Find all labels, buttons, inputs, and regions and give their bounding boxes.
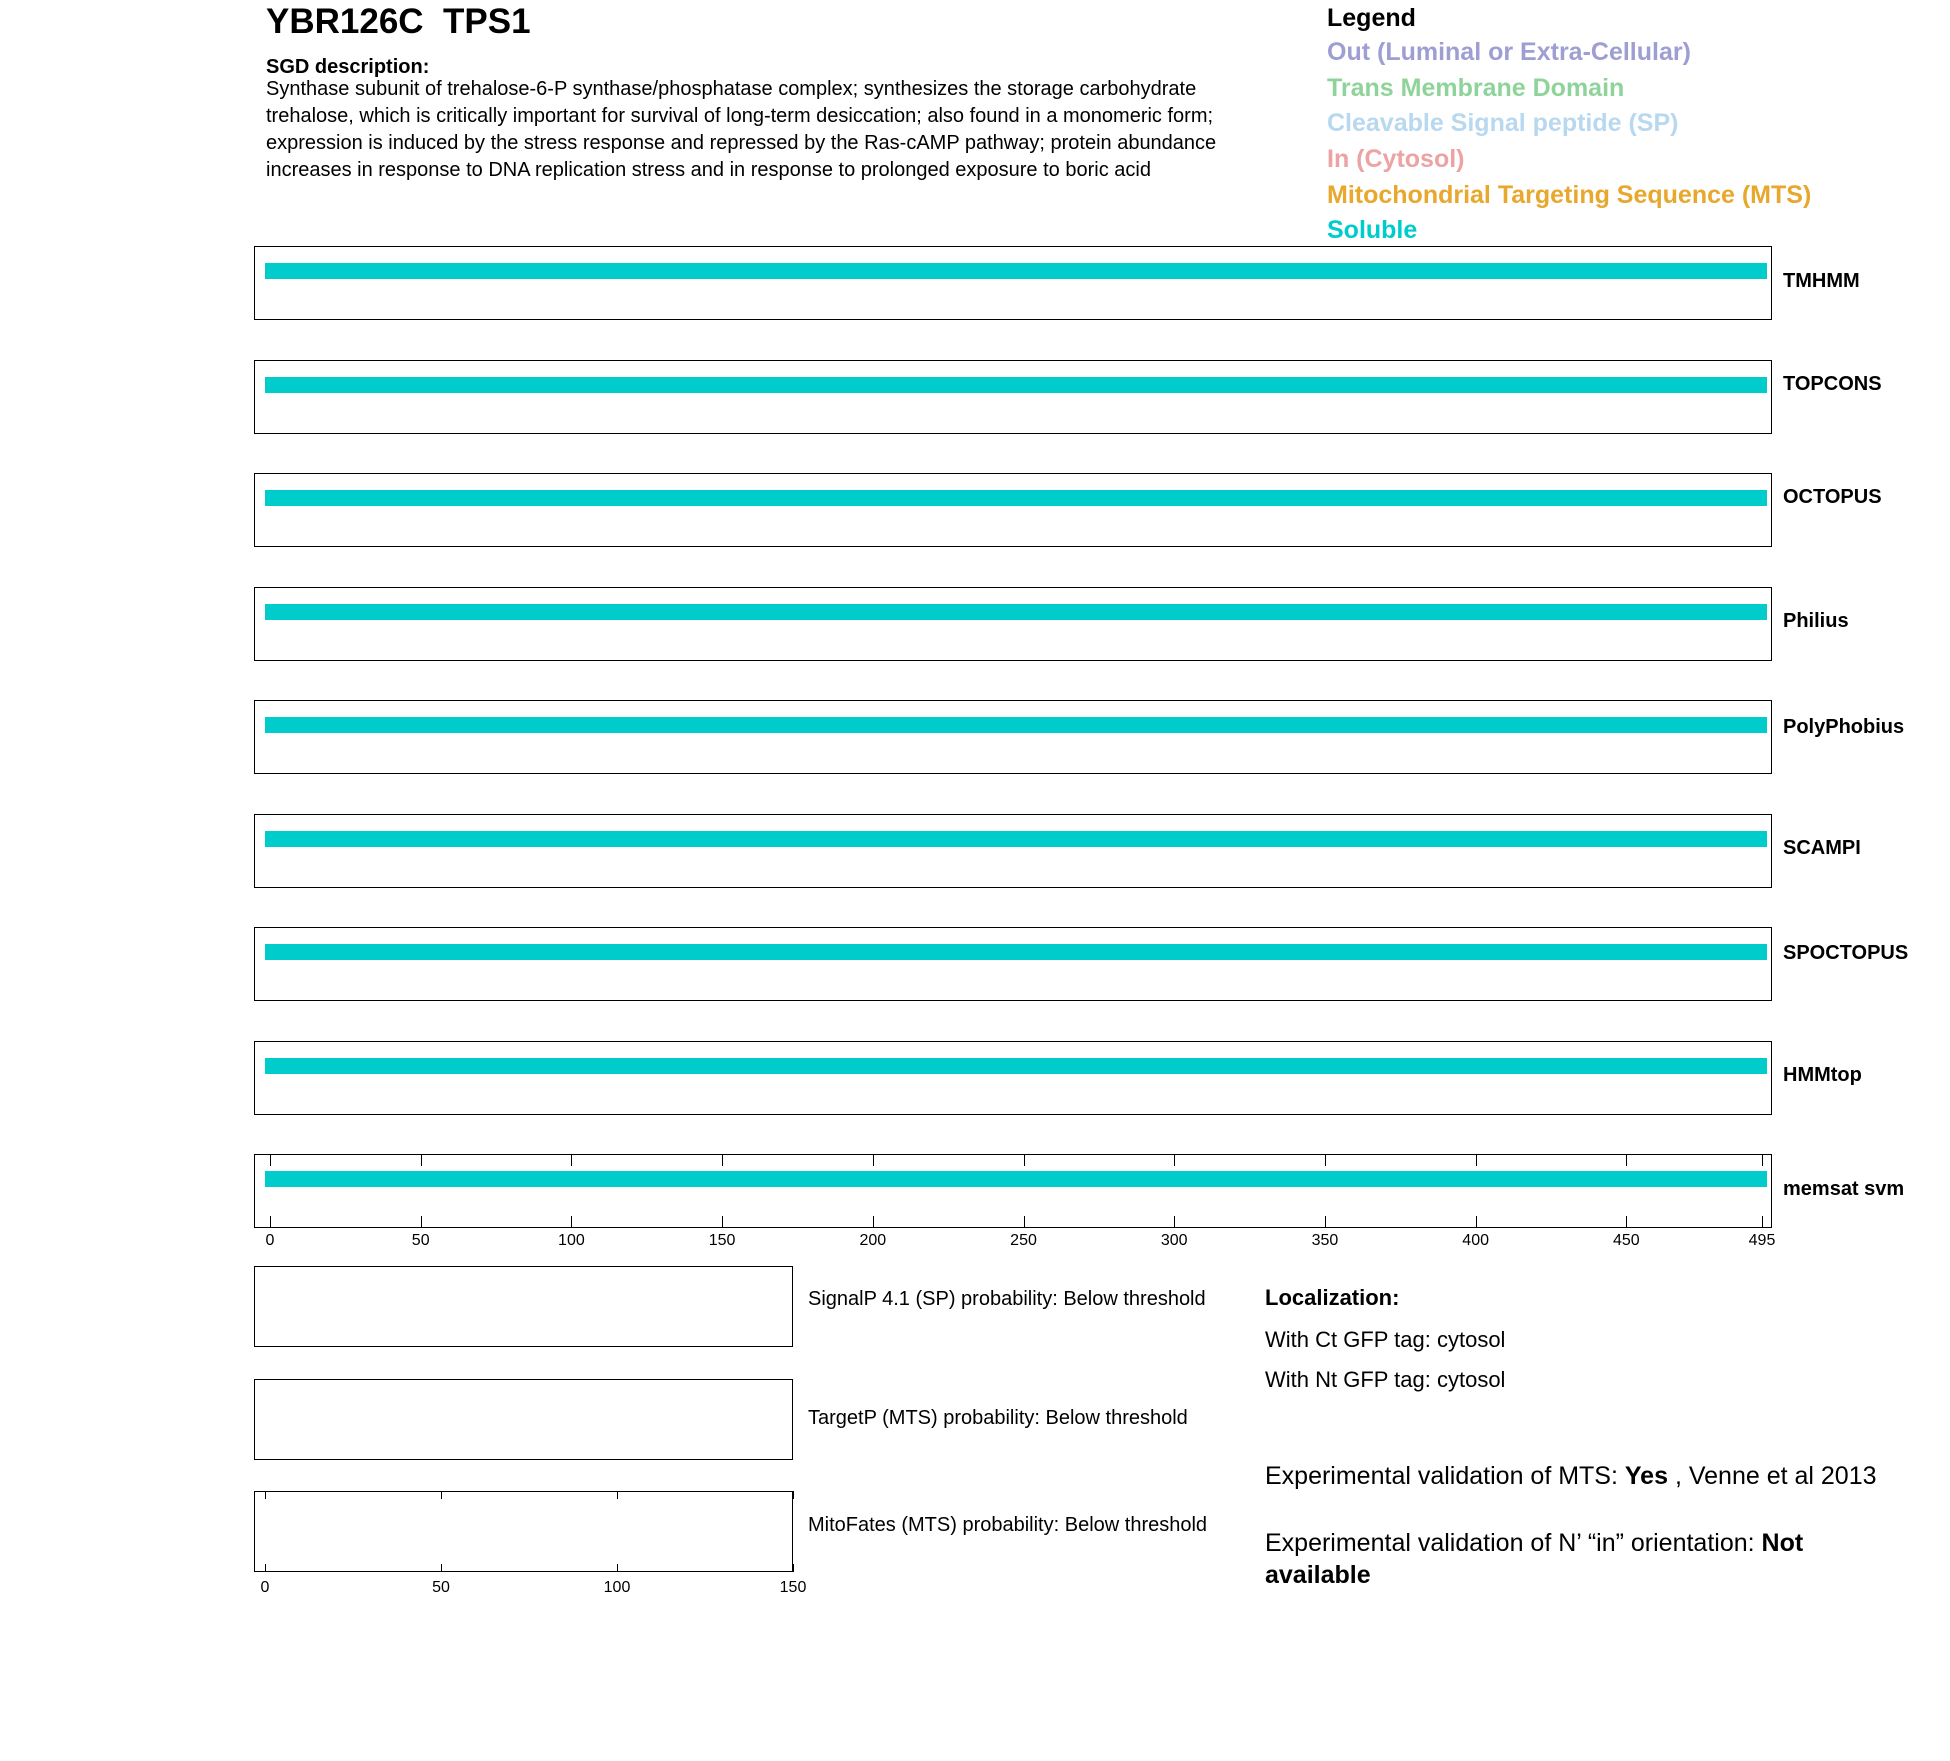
axis-tick-label: 150 — [708, 1232, 736, 1249]
legend-item-sp: Cleavable Signal peptide (SP) — [1327, 109, 1679, 137]
segment-soluble — [265, 717, 1767, 733]
orientation-validation-prefix: Experimental validation of N’ “in” orientation: — [1265, 1529, 1762, 1557]
axis-tick — [722, 1216, 723, 1228]
localization-nt: With Nt GFP tag: cytosol — [1265, 1367, 1506, 1392]
signalp-panel — [254, 1266, 793, 1347]
segment-soluble — [265, 944, 1767, 960]
track-memsat-svm — [254, 1154, 1772, 1228]
segment-soluble — [265, 263, 1767, 279]
track-topcons — [254, 360, 1772, 434]
track-octopus — [254, 473, 1772, 547]
segment-soluble — [265, 377, 1767, 393]
legend-item-out: Out (Luminal or Extra-Cellular) — [1327, 38, 1691, 66]
axis-tick — [1325, 1154, 1326, 1166]
axis-tick — [265, 1564, 266, 1572]
axis-tick — [873, 1216, 874, 1228]
axis-tick — [1626, 1154, 1627, 1166]
mitofates-panel — [254, 1491, 793, 1572]
orientation-validation-value: Not available — [1265, 1529, 1804, 1589]
axis-tick — [1476, 1216, 1477, 1228]
mts-validation-prefix: Experimental validation of MTS: — [1265, 1462, 1625, 1490]
axis-tick — [1626, 1216, 1627, 1228]
axis-tick — [1024, 1154, 1025, 1166]
track-philius — [254, 587, 1772, 661]
segment-soluble — [265, 490, 1767, 506]
track-scampi — [254, 814, 1772, 888]
axis-tick — [571, 1154, 572, 1166]
axis-tick — [421, 1154, 422, 1166]
axis-tick — [722, 1154, 723, 1166]
mts-validation-suffix: , Venne et al 2013 — [1668, 1462, 1877, 1490]
axis-tick — [270, 1154, 271, 1166]
track-label: TOPCONS — [1783, 373, 1882, 395]
axis-tick — [421, 1216, 422, 1228]
segment-soluble — [265, 831, 1767, 847]
track-label: HMMtop — [1783, 1064, 1862, 1086]
signalp-label: SignalP 4.1 (SP) probability: Below threshold — [808, 1288, 1206, 1310]
axis-tick-label: 100 — [603, 1579, 631, 1596]
axis-tick — [265, 1491, 266, 1499]
axis-tick — [1762, 1216, 1763, 1228]
axis-tick-label: 495 — [1748, 1232, 1776, 1249]
axis-tick-label: 250 — [1010, 1232, 1037, 1249]
axis-tick-label: 50 — [411, 1232, 430, 1249]
localization-title: Localization: — [1265, 1285, 1400, 1310]
axis-tick-label: 50 — [432, 1579, 450, 1596]
axis-tick — [793, 1564, 794, 1572]
axis-tick — [1476, 1154, 1477, 1166]
legend-item-tm: Trans Membrane Domain — [1327, 74, 1625, 102]
axis-tick — [1174, 1154, 1175, 1166]
axis-tick — [617, 1564, 618, 1572]
axis-tick-label: 400 — [1462, 1232, 1490, 1249]
orientation-validation — [1265, 1527, 1905, 1591]
axis-tick — [1174, 1216, 1175, 1228]
axis-tick-label: 150 — [779, 1579, 807, 1596]
axis-tick — [617, 1491, 618, 1499]
track-spoctopus — [254, 927, 1772, 1001]
axis-tick-label: 0 — [265, 1232, 275, 1249]
axis-tick — [1024, 1216, 1025, 1228]
mts-validation — [1265, 1460, 1905, 1492]
track-label: Philius — [1783, 610, 1849, 632]
targetp-label: TargetP (MTS) probability: Below threshold — [808, 1407, 1188, 1429]
track-label: SCAMPI — [1783, 837, 1861, 859]
description-label: SGD description: — [266, 56, 430, 78]
axis-tick — [441, 1491, 442, 1499]
track-tmhmm — [254, 246, 1772, 320]
track-label: memsat svm — [1783, 1178, 1905, 1200]
protein-title: YBR126C TPS1 — [266, 2, 531, 41]
axis-tick-label: 450 — [1613, 1232, 1640, 1249]
mts-validation-value: Yes — [1624, 1462, 1668, 1490]
axis-tick-label: 100 — [558, 1232, 585, 1249]
axis-tick — [441, 1564, 442, 1572]
legend-title: Legend — [1327, 4, 1416, 32]
track-label: OCTOPUS — [1783, 486, 1882, 508]
mitofates-label: MitoFates (MTS) probability: Below threshold — [808, 1514, 1208, 1536]
axis-tick-label: 0 — [260, 1579, 270, 1596]
axis-tick-label: 200 — [859, 1232, 887, 1249]
legend-item-soluble: Soluble — [1327, 216, 1418, 244]
targetp-panel — [254, 1379, 793, 1460]
description-text: Synthase subunit of trehalose-6-P synthase/phosphatase complex; synthesizes the storage carbohydrate trehalose, which is critically important for survival of long-term desiccation; also found in a monomeric form; expression is induced by the stress response and repressed by the Ras-cAMP pathway; protein abundance increases in response to DNA replication stress and in response to prolonged exposure to boric acid — [266, 78, 1217, 181]
axis-tick — [873, 1154, 874, 1166]
track-label: SPOCTOPUS — [1783, 942, 1909, 964]
axis-tick — [1762, 1154, 1763, 1166]
axis-tick — [1325, 1216, 1326, 1228]
track-label: TMHMM — [1783, 270, 1860, 292]
segment-soluble — [265, 604, 1767, 620]
axis-tick-label: 300 — [1160, 1232, 1188, 1249]
segment-soluble — [265, 1058, 1767, 1074]
track-label: PolyPhobius — [1783, 716, 1905, 738]
legend-item-in: In (Cytosol) — [1327, 145, 1465, 173]
axis-tick — [571, 1216, 572, 1228]
axis-tick — [793, 1491, 794, 1499]
axis-tick-label: 350 — [1311, 1232, 1339, 1249]
legend-item-mts: Mitochondrial Targeting Sequence (MTS) — [1327, 181, 1812, 209]
segment-soluble — [265, 1171, 1767, 1187]
track-hmmtop — [254, 1041, 1772, 1115]
track-polyphobius — [254, 700, 1772, 774]
axis-tick — [270, 1216, 271, 1228]
localization-ct: With Ct GFP tag: cytosol — [1265, 1327, 1506, 1352]
